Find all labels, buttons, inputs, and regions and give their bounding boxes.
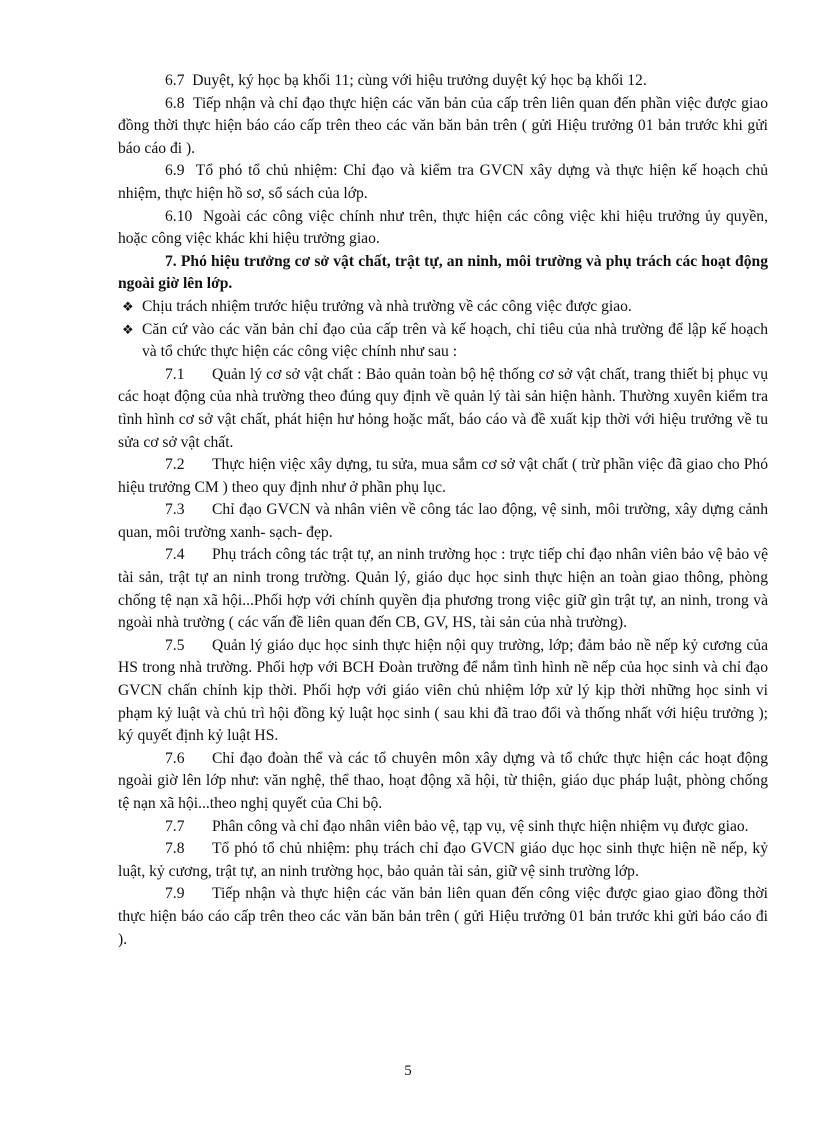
paragraph-7-7: 7.7 Phân công và chỉ đạo nhân viên bảo vệ, tạp vụ, vệ sinh thực hiện nhiệm vụ được giao. — [165, 817, 749, 835]
diamond-bullet-icon: ❖ — [122, 321, 134, 337]
paragraph-6-7: 6.7 Duyệt, ký học bạ khối 11; cùng với hiệu trưởng duyệt ký học bạ khối 12. — [165, 72, 647, 89]
paragraph-7-5: 7.5 Quản lý giáo dục học sinh thực hiện nội quy trường, lớp; đảm bảo nề nếp kỷ cương của HS trong nhà trường. Phối hợp với BCH Đoàn trường để nắm tình hình nề nếp của học sinh và chỉ đạo GVCN chấn chỉnh kịp thời. Phối hợp với giáo viên chủ nhiệm lớp xử lý kịp thời những học sinh vi phạm kỷ luật và chủ trì hội đồng kỷ luật học sinh ( sau khi đã trao đổi và thống nhất với hiệu trưởng ); ký quyết định kỷ luật HS. — [118, 636, 768, 745]
paragraph-6-9: 6.9 Tổ phó tổ chủ nhiệm: Chỉ đạo và kiểm tra GVCN xây dựng và thực hiện kế hoạch chủ nhiệm, thực hiện hồ sơ, sổ sách của lớp. — [118, 162, 769, 202]
paragraph-7-3: 7.3 Chỉ đạo GVCN và nhân viên về công tác lao động, vệ sinh, môi trường, xây dựng cảnh quan, môi trường xanh- sạch- đẹp. — [118, 501, 768, 541]
paragraph-7-2: 7.2 Thực hiện việc xây dựng, tu sửa, mua sắm cơ sở vật chất ( trừ phần việc đã giao cho Phó hiệu trưởng CM ) theo quy định như ở phần phụ lục. — [118, 456, 768, 496]
paragraph-7-8: 7.8 Tổ phó tổ chủ nhiệm: phụ trách chỉ đạo GVCN giáo dục học sinh thực hiện nề nếp, kỷ luật, kỷ cương, trật tự, an ninh trường học, bảo quản tài sản, giữ vệ sinh trường lớp. — [118, 840, 768, 880]
section-7-heading: 7. Phó hiệu trưởng cơ sở vật chất, trật tự, an ninh, môi trường và phụ trách các hoạt động ngoài giờ lên lớp. — [118, 252, 768, 293]
diamond-bullet-icon: ❖ — [122, 298, 134, 314]
paragraph-7-4: 7.4 Phụ trách công tác trật tự, an ninh trường học : trực tiếp chỉ đạo nhân viên bảo vệ bảo vệ tài sản, trật tự an ninh trong trường. Quản lý, giáo dục học sinh thực hiện an toàn giao thông, phòng chống tệ nạn xã hội...Phối hợp với chính quyền địa phương trong việc giữ gìn trật tự, an ninh, trong và ngoài nhà trường ( các vấn đề liên quan đến CB, GV, HS, tài sản của nhà trường). — [118, 546, 768, 632]
paragraph-7-9: 7.9 Tiếp nhận và thực hiện các văn bản liên quan đến công việc được giao giao đồng thời thực hiện báo cáo cấp trên theo các văn băn bản trên ( gửi Hiệu trưởng 01 bản trước khi gửi báo cáo đi ). — [118, 885, 768, 948]
paragraph-6-10: 6.10 Ngoài các công việc chính như trên, thực hiện các công việc khi hiệu trưởng ủy quyền, hoặc công việc khác khi hiệu trưởng giao. — [118, 207, 769, 248]
page-number: 5 — [404, 1063, 412, 1079]
paragraph-6-8: 6.8 Tiếp nhận và chỉ đạo thực hiện các văn bản của cấp trên liên quan đến phần việc được giao đồng thời thực hiện báo cáo cấp trên theo các văn băn bản trên ( gửi Hiệu trưởng 01 bản trước khi gửi báo cáo đi ). — [118, 94, 768, 157]
bullet-item: ❖ Chịu trách nhiệm trước hiệu trưởng và nhà trường về các công việc được giao. — [118, 296, 768, 319]
bullet-item: ❖ Căn cứ vào các văn bản chỉ đạo của cấp trên và kế hoạch, chỉ tiêu của nhà trường để lập kế hoạch và tổ chức thực hiện các công việc chính như sau : — [122, 320, 768, 361]
document-page — [118, 70, 768, 951]
paragraph-7-6: 7.6 Chỉ đạo đoàn thể và các tổ chuyên môn xây dựng và tổ chức thực hiện các hoạt động ngoài giờ lên lớp như: văn nghệ, thể thao, hoạt động xã hội, từ thiện, giáo dục pháp luật, phòng chống tệ nạn xã hội...theo nghị quyết của Chi bộ. — [118, 749, 768, 812]
paragraph-7-1: 7.1 Quản lý cơ sở vật chất : Bảo quản toàn bộ hệ thống cơ sở vật chất, trang thiết bị phục vụ các hoạt động của nhà trường theo đúng quy định về quản lý tài sản hiện hành. Thường xuyên kiểm tra tình hình cơ sở vật chất, phát hiện hư hỏng hoặc mất, báo cáo và đề xuất kịp thời với hiệu trưởng về tu sửa cơ sở vật chất. — [118, 365, 768, 451]
